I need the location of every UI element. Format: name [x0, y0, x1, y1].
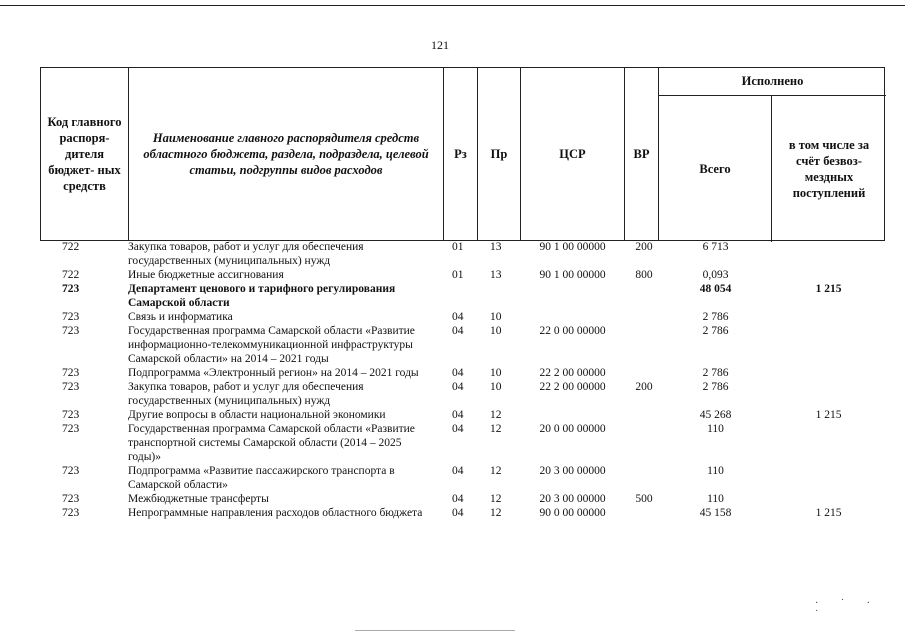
row-code: 723: [62, 311, 80, 323]
table-row: [40, 492, 885, 506]
table-row: [40, 408, 885, 422]
row-total: 6 713: [702, 241, 729, 253]
row-code: 723: [62, 381, 80, 393]
row-code: 722: [62, 241, 80, 253]
row-rz: 04: [452, 311, 464, 323]
row-name: Государственная программа Самарской области «Развитие транспортной системы Самарской области (2014 – 2025 годы)»: [128, 423, 415, 463]
row-name: Межбюджетные трансферты: [128, 493, 269, 505]
top-rule: [0, 5, 905, 6]
row-name: Департамент ценового и тарифного регулирования Самарской области: [128, 283, 396, 309]
row-gratuitous: 1 215: [815, 283, 842, 295]
row-rz: 04: [452, 381, 464, 393]
row-rz: 04: [452, 423, 464, 435]
scan-specks: · ˙ · ˙: [815, 598, 880, 620]
table-row: [40, 422, 885, 464]
row-pr: 12: [490, 423, 502, 435]
bottom-rule: [355, 630, 515, 631]
row-total: 0,093: [702, 269, 729, 281]
row-csr: 90 0 00 00000: [539, 507, 606, 519]
header-rz: Рз: [444, 68, 478, 240]
row-pr: 12: [490, 409, 502, 421]
row-total: 45 268: [699, 409, 732, 421]
header-gratuitous: в том числе за счёт безвоз- мездных поступлений: [788, 138, 870, 200]
table-row: [40, 310, 885, 324]
row-code: 723: [62, 507, 80, 519]
row-rz: 04: [452, 367, 464, 379]
header-name: Наименование главного распорядителя средств областного бюджета, раздела, подраздела, целевой статьи, подгруппы видов расходов: [129, 68, 444, 240]
row-name: Закупка товаров, работ и услуг для обеспечения государственных (муниципальных) нужд: [128, 241, 364, 267]
row-rz: 04: [452, 493, 464, 505]
table-row: [40, 240, 885, 268]
row-csr: 90 1 00 00000: [539, 269, 606, 281]
row-csr: 20 0 00 00000: [539, 423, 606, 435]
row-code: 723: [62, 409, 80, 421]
row-rz: 04: [452, 409, 464, 421]
table-body: [40, 240, 885, 520]
row-pr: 10: [490, 381, 502, 393]
row-csr: 22 0 00 00000: [539, 325, 606, 337]
header-total: Всего: [659, 96, 772, 242]
row-pr: 13: [490, 241, 502, 253]
row-code: 723: [62, 283, 80, 295]
row-vr: 200: [635, 241, 653, 253]
table-row: [40, 268, 885, 282]
header-vr: ВР: [625, 68, 659, 240]
row-rz: 04: [452, 507, 464, 519]
row-total: 2 786: [702, 381, 729, 393]
row-pr: 12: [490, 465, 502, 477]
row-pr: 10: [490, 325, 502, 337]
table-row: [40, 324, 885, 366]
row-rz: 01: [452, 241, 464, 253]
row-total: 48 054: [699, 283, 732, 295]
row-total: 110: [707, 423, 724, 435]
row-code: 723: [62, 367, 80, 379]
row-csr: 22 2 00 00000: [539, 381, 606, 393]
row-total: 2 786: [702, 311, 729, 323]
row-name: Подпрограмма «Развитие пассажирского транспорта в Самарской области»: [128, 465, 395, 491]
header-pr: Пр: [478, 68, 521, 240]
row-pr: 13: [490, 269, 502, 281]
table-row: [40, 464, 885, 492]
row-pr: 12: [490, 493, 502, 505]
table-row: [40, 366, 885, 380]
row-name: Иные бюджетные ассигнования: [128, 269, 284, 281]
row-name: Непрограммные направления расходов областного бюджета: [128, 507, 423, 519]
row-code: 723: [62, 325, 80, 337]
row-vr: 500: [635, 493, 653, 505]
row-csr: 20 3 00 00000: [539, 493, 606, 505]
row-total: 110: [707, 493, 724, 505]
row-vr: 800: [635, 269, 653, 281]
row-pr: 10: [490, 311, 502, 323]
row-csr: 90 1 00 00000: [539, 241, 606, 253]
row-total: 110: [707, 465, 724, 477]
table-header: [40, 67, 885, 241]
row-rz: 01: [452, 269, 464, 281]
table-row: [40, 380, 885, 408]
row-total: 2 786: [702, 325, 729, 337]
row-name: Подпрограмма «Электронный регион» на 2014 – 2021 годы: [128, 367, 419, 379]
row-pr: 12: [490, 507, 502, 519]
row-name: Связь и информатика: [128, 311, 233, 323]
row-code: 723: [62, 493, 80, 505]
header-executed: Исполнено: [659, 68, 886, 96]
row-csr: 20 3 00 00000: [539, 465, 606, 477]
row-gratuitous: 1 215: [815, 409, 842, 421]
header-code: Код главного распоря- дителя бюджет- ных средств: [41, 68, 129, 240]
row-csr: 22 2 00 00000: [539, 367, 606, 379]
row-name: Другие вопросы в области национальной экономики: [128, 409, 386, 421]
header-csr: ЦСР: [521, 68, 625, 240]
row-pr: 10: [490, 367, 502, 379]
row-total: 45 158: [699, 507, 732, 519]
row-rz: 04: [452, 465, 464, 477]
row-vr: 200: [635, 381, 653, 393]
row-code: 723: [62, 465, 80, 477]
table-row: [40, 506, 885, 520]
row-rz: 04: [452, 325, 464, 337]
row-name: Закупка товаров, работ и услуг для обеспечения государственных (муниципальных) нужд: [128, 381, 364, 407]
row-name: Государственная программа Самарской области «Развитие информационно-телекоммуникационной инфраструктуры Самарской области» на 2014 – 2021 годы: [128, 325, 415, 365]
row-gratuitous: 1 215: [815, 507, 842, 519]
row-total: 2 786: [702, 367, 729, 379]
row-code: 722: [62, 269, 80, 281]
row-code: 723: [62, 423, 80, 435]
page-number: 121: [431, 38, 449, 52]
table-row: [40, 282, 885, 310]
